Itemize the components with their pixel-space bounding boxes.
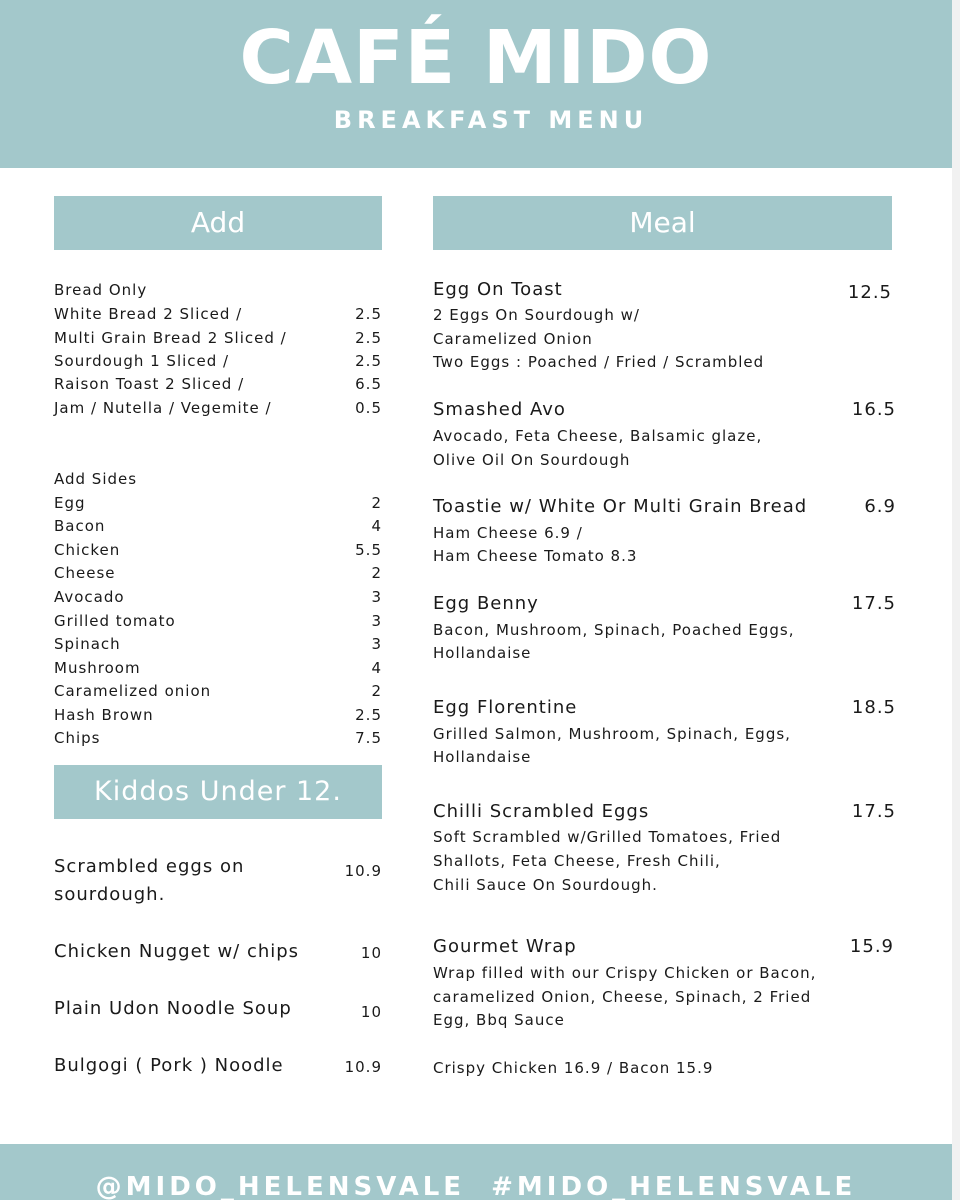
side-name: Chicken [54,541,121,559]
side-name: Hash Brown [54,706,154,724]
kiddos-item-name: Scrambled eggs on sourdough. [54,856,245,905]
cafe-name: CAFÉ MIDO [239,15,713,101]
page-edge [952,0,960,1200]
side-price: 7.5 [355,729,382,747]
side-price: 2 [371,564,382,582]
kiddos-item-name: Chicken Nugget w/ chips [54,941,300,962]
side-price: 2 [371,682,382,700]
kiddos-item-price: 10 [360,1003,382,1021]
side-price: 2 [371,494,382,512]
bread-item-price: 6.5 [355,375,382,393]
wrap-price-note: Crispy Chicken 16.9 / Bacon 15.9 [433,1059,714,1077]
meal-item-desc: Hollandaise [433,644,532,662]
side-name: Caramelized onion [54,682,212,700]
meal-item-name: Egg Benny [433,593,539,614]
side-price: 3 [371,635,382,653]
bread-item-name: Sourdough 1 Sliced / [54,352,230,370]
meal-item-desc: Ham Cheese Tomato 8.3 [433,547,638,565]
side-price: 3 [371,612,382,630]
bread-item-name: Raison Toast 2 Sliced / [54,375,245,393]
bread-item-price: 2.5 [355,329,382,347]
side-name: Egg [54,494,86,512]
side-name: Bacon [54,517,106,535]
meal-item-desc: Caramelized Onion [433,330,593,348]
social-handles: @MIDO_HELENSVALE #MIDO_HELENSVALE [95,1172,857,1200]
meal-item-price: 18.5 [851,697,896,718]
meal-section-header: Meal [433,196,892,250]
side-price: 2.5 [355,706,382,724]
meal-item-name: Smashed Avo [433,399,566,420]
meal-item-desc: Wrap filled with our Crispy Chicken or Bacon, [433,964,817,982]
meal-item-name: Egg Florentine [433,697,578,718]
side-name: Chips [54,729,101,747]
bread-item-name: White Bread 2 Sliced / [54,305,243,323]
meal-item-desc: Avocado, Feta Cheese, Balsamic glaze, [433,427,763,445]
side-name: Cheese [54,564,116,582]
meal-item-desc: caramelized Onion, Cheese, Spinach, 2 Fried [433,988,812,1006]
bread-item-name: Multi Grain Bread 2 Sliced / [54,329,287,347]
kiddos-item-price: 10.9 [344,862,382,880]
bread-item-price: 2.5 [355,305,382,323]
meal-item-name: Toastie w/ White Or Multi Grain Bread [433,496,808,517]
sides-heading: Add Sides [54,470,138,488]
kiddos-item-name: Bulgogi ( Pork ) Noodle [54,1055,284,1076]
side-name: Spinach [54,635,121,653]
side-name: Grilled tomato [54,612,176,630]
meal-item-price: 17.5 [851,593,896,614]
meal-item-desc: Soft Scrambled w/Grilled Tomatoes, Fried [433,828,782,846]
menu-subtitle: BREAKFAST MENU [333,106,649,134]
meal-item-desc: Grilled Salmon, Mushroom, Spinach, Eggs, [433,725,791,743]
meal-item-desc: Bacon, Mushroom, Spinach, Poached Eggs, [433,621,795,639]
bread-heading: Bread Only [54,281,148,299]
side-price: 4 [371,517,382,535]
meal-item-price: 15.9 [849,936,894,957]
meal-item-price: 12.5 [847,282,892,303]
meal-item-desc: Chili Sauce On Sourdough. [433,876,658,894]
meal-item-name: Gourmet Wrap [433,936,577,957]
meal-item-name: Chilli Scrambled Eggs [433,801,650,822]
kiddos-item-name: Plain Udon Noodle Soup [54,998,292,1019]
meal-item-desc: Hollandaise [433,748,532,766]
meal-item-price: 16.5 [851,399,896,420]
bread-item-name: Jam / Nutella / Vegemite / [54,399,272,417]
meal-item-desc: Ham Cheese 6.9 / [433,524,583,542]
bread-item-price: 0.5 [355,399,382,417]
side-price: 5.5 [355,541,382,559]
kiddos-item-price: 10.9 [344,1058,382,1076]
meal-item-desc: Olive Oil On Sourdough [433,451,631,469]
add-section-header: Add [54,196,382,250]
meal-item-desc: Egg, Bbq Sauce [433,1011,565,1029]
social-handle-footer [0,1144,952,1200]
meal-item-name: Egg On Toast [433,279,563,300]
meal-item-price: 6.9 [864,496,896,517]
meal-item-price: 17.5 [851,801,896,822]
side-price: 3 [371,588,382,606]
side-name: Mushroom [54,659,141,677]
bread-item-price: 2.5 [355,352,382,370]
meal-item-desc: Shallots, Feta Cheese, Fresh Chili, [433,852,721,870]
kiddos-item-price: 10 [360,944,382,962]
meal-item-desc: 2 Eggs On Sourdough w/ [433,306,640,324]
kiddos-section-header: Kiddos Under 12. [54,765,382,819]
meal-item-desc: Two Eggs : Poached / Fried / Scrambled [433,353,765,371]
menu-header [0,0,952,168]
side-name: Avocado [54,588,125,606]
side-price: 4 [371,659,382,677]
